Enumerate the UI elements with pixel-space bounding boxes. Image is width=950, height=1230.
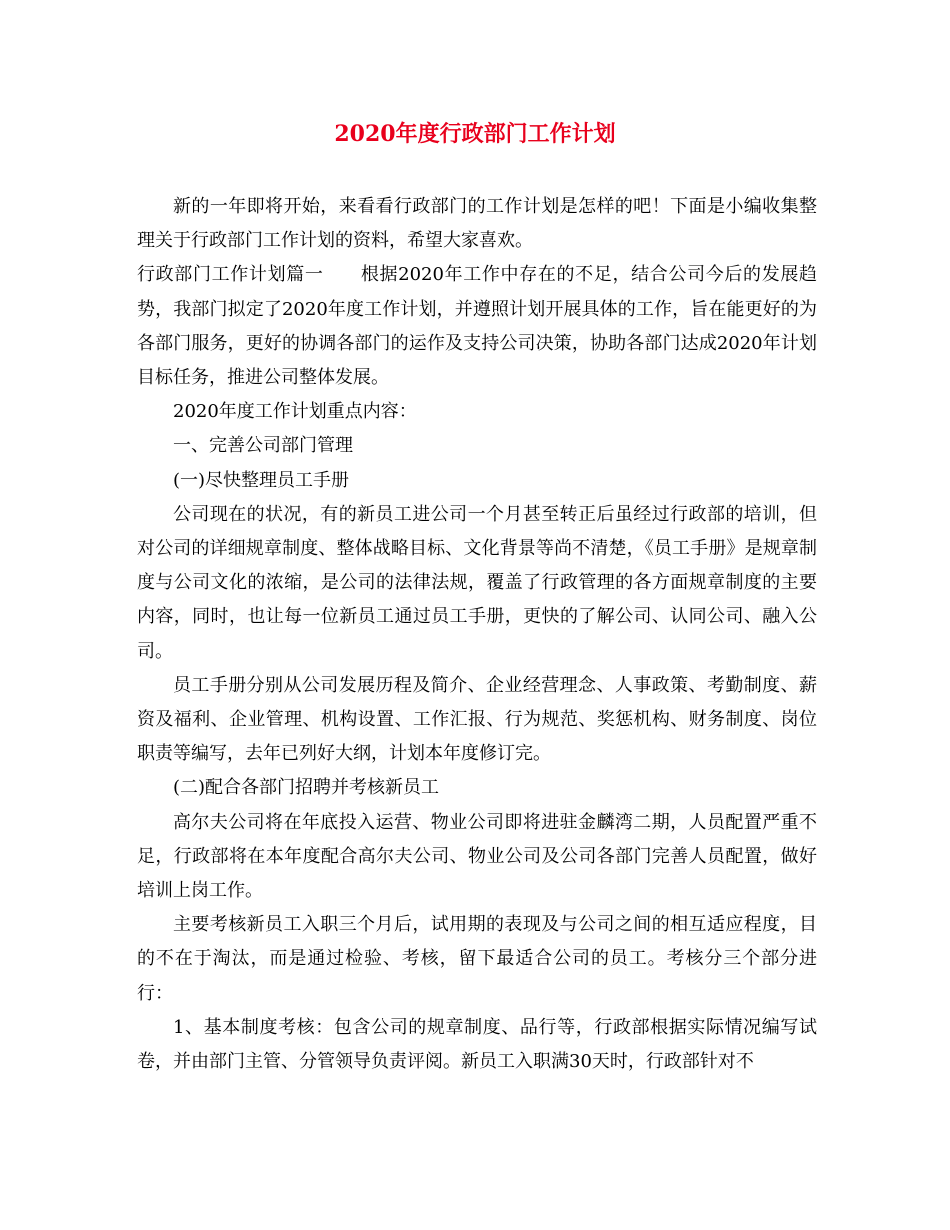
paragraph-plan-part-one: 行政部门工作计划篇一 根据2020年工作中存在的不足，结合公司今后的发展趋势，我部门拟定了2020年度工作计划，并遵照计划开展具体的工作，旨在能更好的为各部门服务，更好的协调各部门的运作及支持公司决策，协助各部门达成2020年计划目标任务，推进公司整体发展。	[137, 264, 817, 389]
paragraph-basic-assessment: 1、基本制度考核：包含公司的规章制度、品行等，行政部根据实际情况编写试卷，并由部门主管、分管领导负责评阅。新员工入职满30天时，行政部针对不	[137, 1016, 817, 1073]
paragraph-intro: 新的一年即将开始，来看看行政部门的工作计划是怎样的吧！下面是小编收集整理关于行政部门工作计划的资料，希望大家喜欢。	[137, 196, 817, 252]
subsection-heading-employee-handbook: (一)尽快整理员工手册	[173, 469, 350, 491]
paragraph-staffing: 高尔夫公司将在年底投入运营、物业公司即将进驻金麟湾二期，人员配置严重不足，行政部将在本年度配合高尔夫公司、物业公司及公司各部门完善人员配置，做好培训上岗工作。	[137, 811, 817, 902]
paragraph-handbook-contents: 员工手册分别从公司发展历程及简介、企业经营理念、人事政策、考勤制度、薪资及福利、企业管理、机构设置、工作汇报、行为规范、奖惩机构、财务制度、岗位职责等编写，去年已列好大纲，计划本年度修订完。	[137, 674, 817, 765]
paragraph-current-situation: 公司现在的状况，有的新员工进公司一个月甚至转正后虽经过行政部的培训，但对公司的详细规章制度、整体战略目标、文化背景等尚不清楚，《员工手册》是规章制度与公司文化的浓缩，是公司的法律法规，覆盖了行政管理的各方面规章制度的主要内容，同时，也让每一位新员工通过员工手册，更快的了解公司、认同公司、融入公司。	[137, 503, 817, 662]
paragraph-key-content-heading: 2020年度工作计划重点内容：	[173, 401, 417, 423]
subsection-heading-recruitment: (二)配合各部门招聘并考核新员工	[173, 777, 440, 799]
document-body	[137, 190, 817, 1079]
section-heading-department-management: 一、完善公司部门管理	[173, 435, 353, 457]
document-title: 2020年度行政部门工作计划	[334, 121, 616, 147]
paragraph-assessment: 主要考核新员工入职三个月后，试用期的表现及与公司之间的相互适应程度，目的不在于淘汰，而是通过检验、考核，留下最适合公司的员工。考核分三个部分进行：	[137, 914, 817, 1004]
